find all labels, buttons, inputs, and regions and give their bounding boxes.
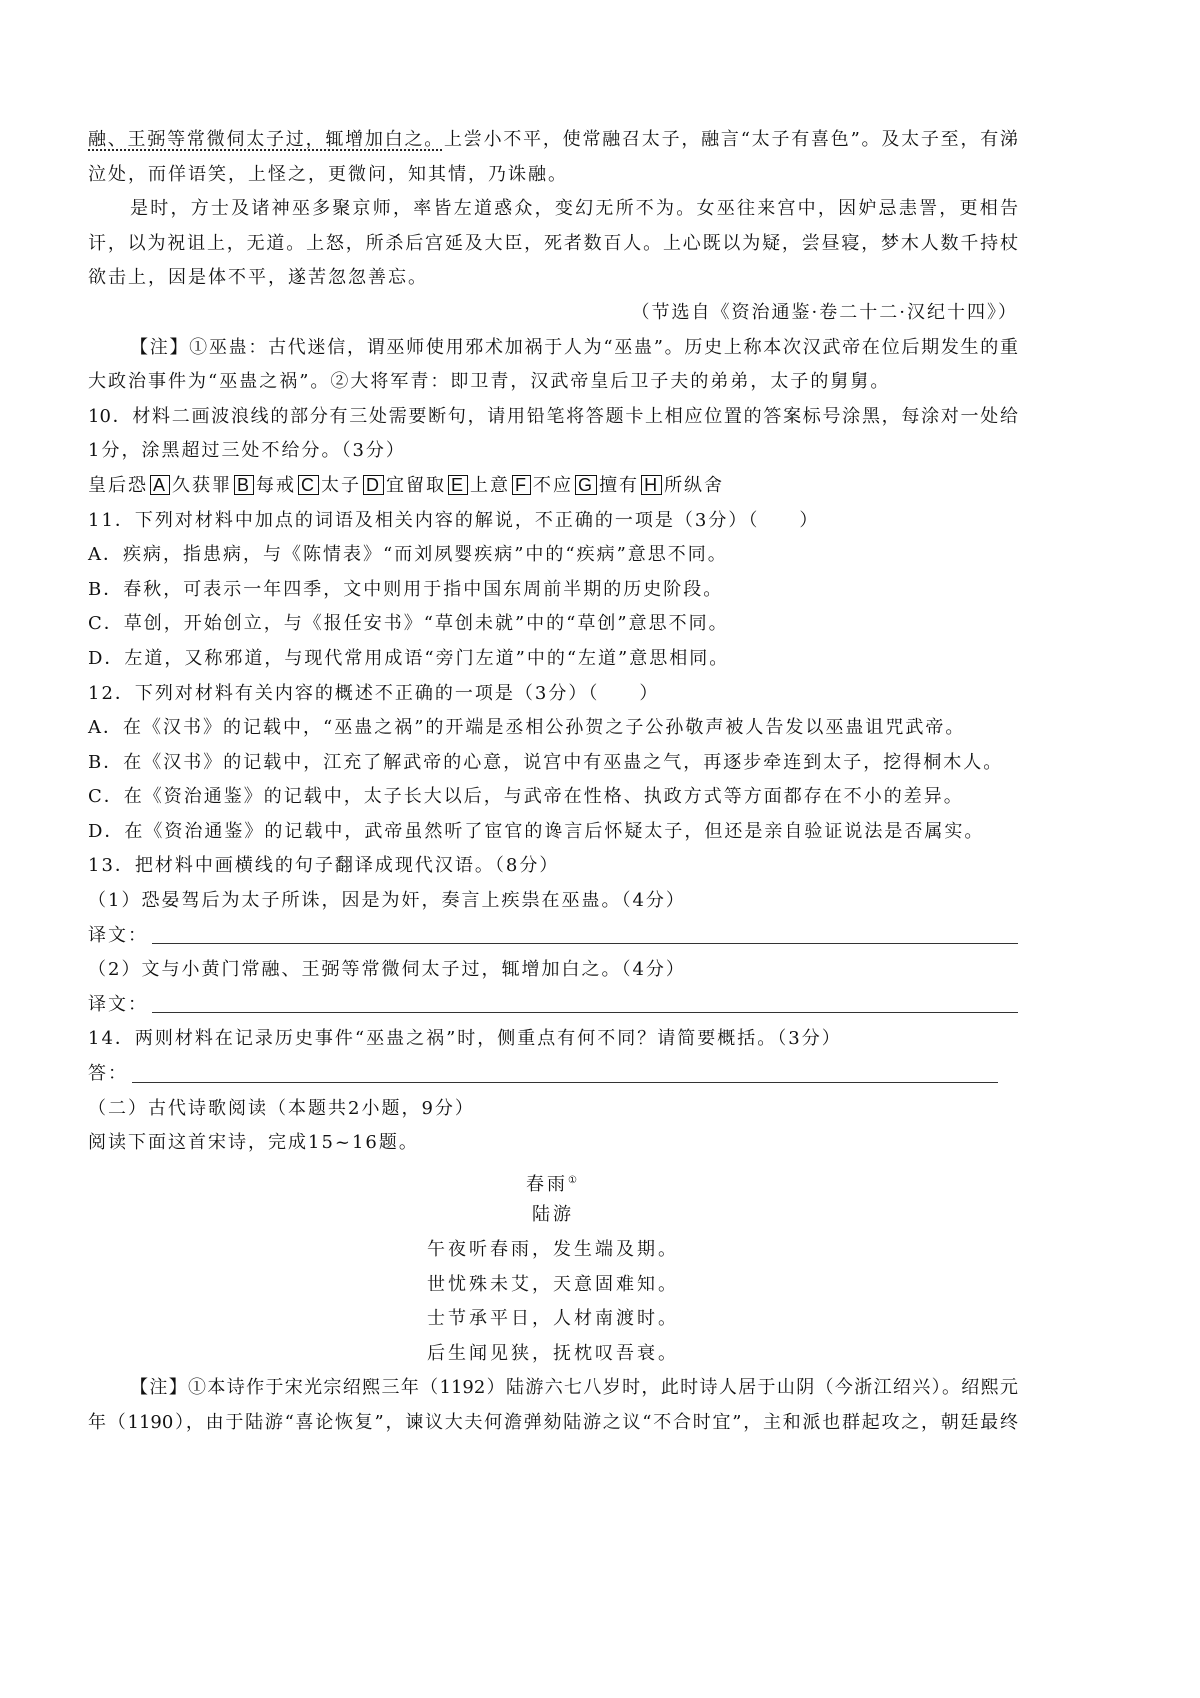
q12-stem: 12．下列对材料有关内容的概述不正确的一项是（3分）（ ） bbox=[88, 682, 660, 704]
segment-text: 所纵舍 bbox=[664, 474, 725, 496]
poem-line: 后生闻见狭，抚枕叹吾衰。 bbox=[427, 1342, 679, 1364]
q12-option-b: B．在《汉书》的记载中，江充了解武帝的心意，说宫中有巫蛊之气，再逐步牵连到太子，挖得桐木人。 bbox=[88, 751, 1004, 773]
break-option-f[interactable]: F bbox=[512, 475, 531, 495]
underlined-sentence: 融、王弼等常微伺太子过，辄增加白之。 bbox=[88, 129, 445, 150]
segment-text: 上意 bbox=[470, 474, 511, 496]
answer-line[interactable] bbox=[152, 943, 1018, 944]
break-option-g[interactable]: G bbox=[575, 475, 597, 495]
q13-answer-1[interactable]: 译文： bbox=[88, 919, 1018, 954]
passage-line: 泣处，而佯语笑，上怪之，更微问，知其情，乃诛融。 bbox=[88, 163, 568, 185]
break-option-b[interactable]: B bbox=[234, 475, 254, 495]
segment-text: 擅有 bbox=[599, 474, 640, 496]
section-title: （二）古代诗歌阅读（本题共2小题，9分） bbox=[88, 1097, 475, 1119]
q11-option-a: A．疾病，指患病，与《陈情表》“而刘夙婴疾病”中的“疾病”意思不同。 bbox=[88, 544, 728, 566]
segment-text: 宜留取 bbox=[386, 474, 447, 496]
break-option-d[interactable]: D bbox=[363, 475, 384, 495]
q10-stem: 1分，涂黑超过三处不给分。（3分） bbox=[88, 440, 406, 462]
q14-answer[interactable]: 答： bbox=[88, 1057, 998, 1092]
segment-text: 不应 bbox=[533, 474, 574, 496]
segment-text: 皇后恐 bbox=[88, 474, 148, 496]
poem-line: 士节承平日，人材南渡时。 bbox=[427, 1308, 679, 1330]
q11-option-b: B．春秋，可表示一年四季，文中则用于指中国东周前半期的历史阶段。 bbox=[88, 578, 724, 600]
poem-note-line: 【注】①本诗作于宋光宗绍熙三年（1192）陆游六七八岁时，此时诗人居于山阴（今浙江绍兴）。绍熙元 bbox=[130, 1377, 1018, 1399]
section-intro: 阅读下面这首宋诗，完成15~16题。 bbox=[88, 1132, 419, 1154]
q11-stem: 11．下列对材料中加点的词语及相关内容的解说，不正确的一项是（3分）（ ） bbox=[88, 509, 820, 531]
segment-text: 每戒 bbox=[256, 474, 297, 496]
poem-line: 世忧殊未艾，天意固难知。 bbox=[427, 1273, 679, 1295]
note-line: 大政治事件为“巫蛊之祸”。②大将军青：即卫青，汉武帝皇后卫子夫的弟弟，太子的舅舅。 bbox=[88, 371, 891, 393]
answer-line[interactable] bbox=[152, 1012, 1018, 1013]
break-option-c[interactable]: C bbox=[298, 475, 319, 495]
poem-author: 陆游 bbox=[532, 1204, 574, 1226]
q13-stem: 13．把材料中画横线的句子翻译成现代汉语。（8分） bbox=[88, 855, 560, 877]
q12-option-a: A．在《汉书》的记载中，“巫蛊之祸”的开端是丞相公孙贺之子公孙敬声被人告发以巫蛊诅咒武帝。 bbox=[88, 717, 966, 739]
q11-option-c: C．草创，开始创立，与《报任安书》“草创未就”中的“草创”意思不同。 bbox=[88, 613, 729, 635]
q13-sub2: （2）文与小黄门常融、王弼等常微伺太子过，辄增加白之。（4分） bbox=[88, 959, 686, 981]
q13-answer-2[interactable]: 译文： bbox=[88, 988, 1018, 1023]
break-option-e[interactable]: E bbox=[448, 475, 468, 495]
q11-option-d: D．左道，又称邪道，与现代常用成语“旁门左道”中的“左道”意思相同。 bbox=[88, 647, 730, 669]
note-line: 【注】①巫蛊：古代迷信，谓巫师使用邪术加祸于人为“巫蛊”。历史上称本次汉武帝在位后期发生的重 bbox=[130, 336, 1018, 358]
q14-stem: 14．两则材料在记录历史事件“巫蛊之祸”时，侧重点有何不同？请简要概括。（3分） bbox=[88, 1028, 842, 1050]
passage-line: 欲击上，因是体不平，遂苦忽忽善忘。 bbox=[88, 267, 428, 289]
q12-option-c: C．在《资治通鉴》的记载中，太子长大以后，与武帝在性格、执政方式等方面都存在不小的差异。 bbox=[88, 786, 964, 808]
q10-stem: 10．材料二画波浪线的部分有三处需要断句，请用铅笔将答题卡上相应位置的答案标号涂黑，每涂对一处给 bbox=[88, 405, 1018, 427]
poem-line: 午夜听春雨，发生端及期。 bbox=[427, 1239, 679, 1260]
document-content bbox=[88, 123, 1018, 1441]
q12-option-d: D．在《资治通鉴》的记载中，武帝虽然听了宦官的谗言后怀疑太子，但还是亲自验证说法是否属实。 bbox=[88, 820, 985, 842]
passage-line: 讦，以为祝诅上，无道。上怒，所杀后宫延及大臣，死者数百人。上心既以为疑，尝昼寝，梦木人数千持杖 bbox=[88, 232, 1018, 254]
poem-title: 春雨① bbox=[526, 1173, 580, 1195]
passage-line: 是时，方士及诸神巫多聚京师，率皆左道惑众，变幻无所不为。女巫往来宫中，因妒忌恚詈，更相告 bbox=[130, 198, 1018, 220]
break-option-a[interactable]: A bbox=[150, 475, 170, 495]
segment-text: 久获罪 bbox=[172, 474, 233, 496]
passage-source: （节选自《资治通鉴·卷二十二·汉纪十四》） bbox=[631, 301, 1018, 323]
passage-line: 融、王弼等常微伺太子过，辄增加白之。上尝小不平，使常融召太子，融言“太子有喜色”。及太子至，有涕 bbox=[88, 129, 1018, 150]
q13-sub1: （1）恐晏驾后为太子所诛，因是为奸，奏言上疾祟在巫蛊。（4分） bbox=[88, 890, 686, 912]
segment-text: 太子 bbox=[321, 474, 362, 496]
break-option-h[interactable]: H bbox=[641, 475, 662, 495]
q10-segments bbox=[88, 469, 1018, 504]
poem-note-line: 年（1190），由于陆游“喜论恢复”，谏议大夫何澹弹劾陆游之议“不合时宜”，主和派也群起攻之，朝廷最终 bbox=[88, 1411, 1018, 1433]
answer-line[interactable] bbox=[132, 1082, 998, 1083]
